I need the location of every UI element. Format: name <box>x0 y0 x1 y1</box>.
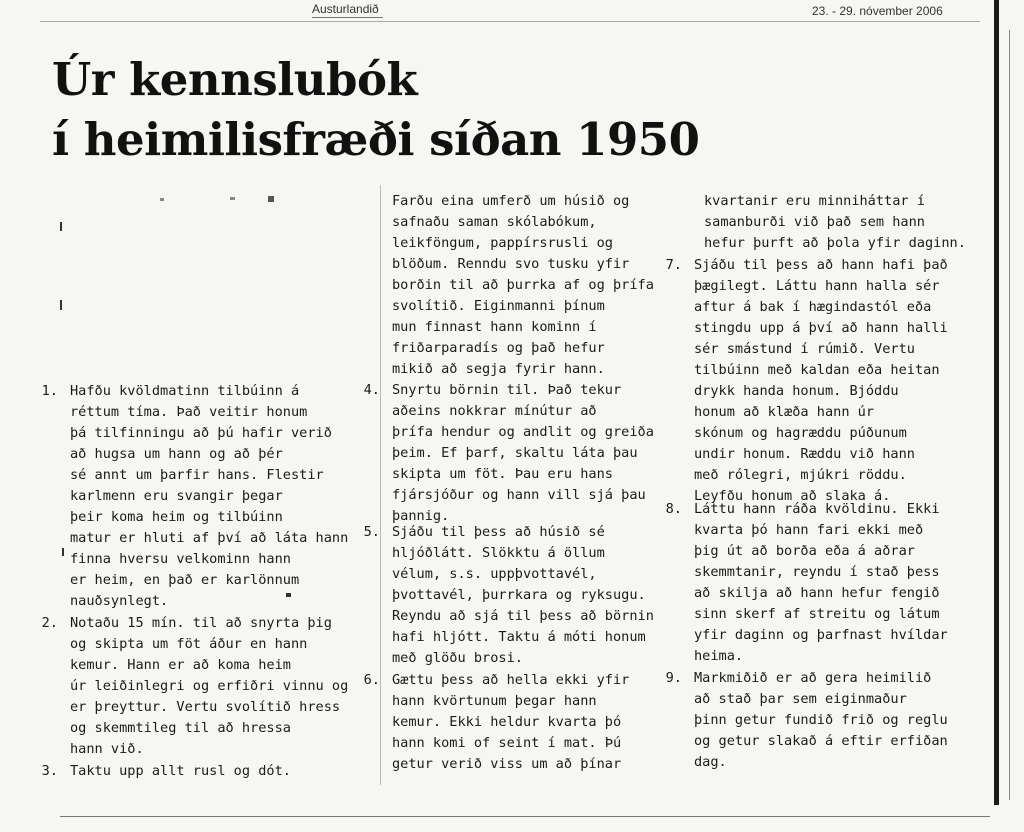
item-number: 1. <box>41 383 58 399</box>
list-item <box>360 670 670 776</box>
item-text: Taktu upp allt rusl og dót. <box>70 763 291 779</box>
item-text: Sjáðu til þess að hann hafi það þægilegt. Láttu hann halla sér aftur á bak í hægindastól eða stingdu upp á því að hann halli sér smástund í rúmið. Vertu tilbúinn með kaldan eða heitan drykk handa honum. Bjóddu honum að klæða hann úr skónum og hagræddu púðunum undir honum. Ræddu við hann með rólegri, mjúkri röddu. Leyfðu honum að slaka á. <box>694 257 948 504</box>
issue-date: 23. - 29. nóvember 2006 <box>812 4 943 18</box>
list-item <box>38 381 348 613</box>
paragraph-continued: Farðu eina umferð um húsið og safnaðu saman skólabókum, leikföngum, pappírsrusli og blöðum. Renndu svo tusku yfir borðin til að þurrka af og þrífa svolítið. Eiginmanni þínum mun finnast hann kominn í friðarparadís og það hefur mikið að segja fyrir hann. <box>392 193 654 377</box>
item-number: 6. <box>363 672 380 688</box>
list-item <box>662 668 972 774</box>
item-text: Snyrtu börnin til. Það tekur aðeins nokkrar mínútur að þrífa hendur og andlit og greiða þeim. Ef þarf, skaltu láta þau skipta um föt. Þau eru hans fjársjóður og hann vill sjá þau þannig. <box>392 382 654 524</box>
list-item <box>662 255 972 507</box>
publication-name: Austurlandið <box>312 2 383 18</box>
item-text: Sjáðu til þess að húsið sé hljóðlátt. Slökktu á öllum vélum, s.s. uppþvottavél, þvottavél, þurrkara og ryksugu. Reyndu að sjá til þess að börnin hafi hljótt. Taktu á móti honum með glöðu brosi. <box>392 524 654 666</box>
header-rule <box>40 21 980 22</box>
page-edge-line <box>1009 30 1010 800</box>
title-line-2: í heimilisfræði síðan 1950 <box>52 113 700 166</box>
item-number: 4. <box>363 382 380 398</box>
item-number: 8. <box>665 501 682 517</box>
item-text: Gættu þess að hella ekki yfir hann kvörtunum þegar hann kemur. Ekki heldur kvarta þó hann komi of seint í mat. Þú getur verið viss um að þínar <box>392 672 630 772</box>
item-text: Markmiðið er að gera heimilið að stað þar sem eiginmaður þinn getur fundið frið og reglu og getur slakað á eftir erfiðan dag. <box>694 670 948 770</box>
paragraph-continued: kvartanir eru minniháttar í samanburði við það sem hann hefur þurft að þola yfir daginn. <box>704 193 966 251</box>
item-number: 7. <box>665 257 682 273</box>
article-title <box>52 50 699 170</box>
item-number: 5. <box>363 524 380 540</box>
scan-artifact <box>268 196 274 202</box>
list-item <box>662 499 972 669</box>
title-line-1: Úr kennslubók <box>52 53 418 106</box>
page-edge-bar <box>994 0 999 805</box>
item-number: 9. <box>665 670 682 686</box>
item-number: 2. <box>41 615 58 631</box>
list-item <box>360 522 670 670</box>
list-item <box>38 613 348 761</box>
list-item <box>360 380 670 528</box>
item-text: Láttu hann ráða kvöldinu. Ekki kvarta þó hann fari ekki með þig út að borða eða á aðrar skemmtanir, reyndu í stað þess að skilja að hann hefur fengið sinn skerf af streitu og látum yfir daginn og þarfnast hvíldar heima. <box>694 501 948 664</box>
item-number: 3. <box>41 763 58 779</box>
scan-artifact <box>60 222 62 231</box>
item-text: Hafðu kvöldmatinn tilbúinn á réttum tíma. Það veitir honum þá tilfinningu að þú hafir verið að hugsa um hann og að þér sé annt um þarfir hans. Flestir karlmenn eru svangir þegar þeir koma heim og tilbúinn matur er hluti af því að láta hann finna hversu velkominn hann er heim, en það er karlönnum nauðsynlegt. <box>70 383 349 609</box>
scan-artifact <box>160 198 164 201</box>
list-item <box>38 761 348 783</box>
bottom-rule <box>60 816 990 817</box>
scan-artifact <box>230 197 235 200</box>
item-text: Notaðu 15 mín. til að snyrta þig og skipta um föt áður en hann kemur. Hann er að koma heim úr leiðinlegri og erfiðri vinnu og er þreyttur. Vertu svolítið hress og skemmtileg til að hressa hann við. <box>70 615 349 757</box>
scan-artifact <box>60 300 62 310</box>
